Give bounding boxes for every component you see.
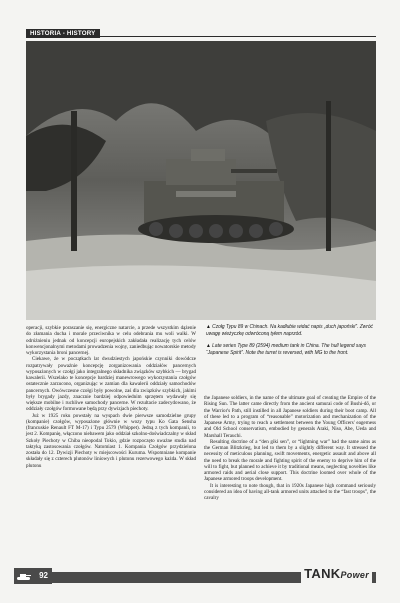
logo-tank: TANK bbox=[304, 566, 341, 581]
magazine-logo bbox=[301, 564, 372, 584]
tank-icon bbox=[16, 573, 32, 582]
caption-polish: ▲ Czołg Typu 89 w Chinach. Na kadłubie widać napis „duch japoński”. Zwróć uwagę wieżyczkę odwróconą tyłem naprzód. bbox=[206, 324, 373, 337]
paragraph: operacji, szybkie poraszanie się, energiczne natarcie, a przede wszystkim dążenie do złamania ducha i morale przeciwnika w celu odebrania mu woli walki. W odróżnieniu jednak od koncepcji europejskich zakładała realizację tych celów konwencjonalnymi metodami prowadzenia wojny, zaniedbując nowatorskie metody wykorzystania broni pancernej. bbox=[26, 325, 196, 356]
paragraph: Już w 1925 roku powstały na wyspach dwie pierwsze samodzielne grupy (kompanie) czołgów, wyposażone głównie w wozy typu Ko Gata Sensha (francuskie Renault FT M-17) i Typu 2579 (Whippet). Jedną z tych kompanii, to jest 2. Kompanię, włączono niebawem jako oddział szkolno-doświadczalny w skład Szkoły Piechoty w Chiba nieopodal Tokio, gdzie rozpoczęto uważne studia nad taktyką zastosowania czołgów. Natomiast 1. Kompania Czołgów przydzielona została do 12. Dywizji Piechoty w miejscowości Kuruma. Wspomniane kompanie składały się z czterech plutonów liniowych i plutonu rezerwowego każda. W skład plutonu bbox=[26, 412, 196, 469]
page-footer bbox=[14, 566, 376, 584]
section-header: HISTORIA - HISTORY bbox=[26, 29, 100, 38]
paragraph: Resulting doctrine of a “den giki sen”, or “lightning war” had the same aims as the German Blitzkrieg, but led to them by a slightly different way. It stressed the necessity of meticulous planning, swift movements, energetic assault and above all the need to break the morale and fighting spirit of the enemy to deprive him of the will to fight, but planned to achieve it by traditional means, neglecting novelties like armored raids and aerial close support. This doctrine loomed over whole of the Japanese armored troops development. bbox=[204, 438, 376, 483]
logo-power: Power bbox=[340, 570, 369, 580]
page-number bbox=[14, 568, 52, 584]
caption-english: ▲ Late series Type 89 (2594) medium tank in China. The hull legend says “Japanese Spirit”. Note the turret is reversed, with MG to the front. bbox=[206, 343, 366, 356]
paragraph: the Japanese soldiers, in the name of the ultimate goal of creating the Empire of the Rising Sun. The latter came directly from the ancient samurai code of Bushi-dō, or the Warrior's Path, still instilled in all Japanese soldiers during their boot camp. All of these led to a program of “reasonable” motorization and mechanization of the Japanese Army, trying to reach a settlement between the Young Officers' eagerness and Old School conservatism, embodied by generals Araki, Niso, Abe, Ueda and Marshall Terauchi. bbox=[204, 395, 376, 439]
article-column-polish bbox=[26, 325, 196, 469]
article-column-english bbox=[204, 395, 376, 501]
page-number-text: 92 bbox=[39, 571, 48, 580]
tank-photo bbox=[26, 41, 376, 320]
photo-captions bbox=[206, 324, 378, 362]
paragraph: Ciekawe, że w początkach lat dwudziestych japońskie czynniki dowódcze rozpatrywały poważnie koncepcję zorganizowania oddziałów pancernych wyposażonych w czołgi jako integralnego składnika związków szybkich — brygad kawalerii. Wszelako te koncepcje bardziej manewrowego wykorzystania czołgów ostatecznie zarzucono, organizując w zamian dla kawalerii oddziały samochodów pancernych. Owówczesne czołgi były powolne, zaś dla związków szybkich, jakimi były brygady jazdy, znacznie bardziej odpowiednim sprzętem wydawały się większe mobilne i ruchliwe samochody pancerne. W rezultacie zadecydowano, że oddziały czołgów formowane będą przy dywizjach piechoty. bbox=[26, 356, 196, 413]
paragraph: It is interesting to note though, that in 1920s Japanese high command seriously considered an idea of having all-tank armored units attached to the “fast troops”, the cavalry bbox=[204, 482, 376, 501]
photo-image bbox=[26, 41, 376, 320]
header-rule bbox=[100, 36, 376, 37]
